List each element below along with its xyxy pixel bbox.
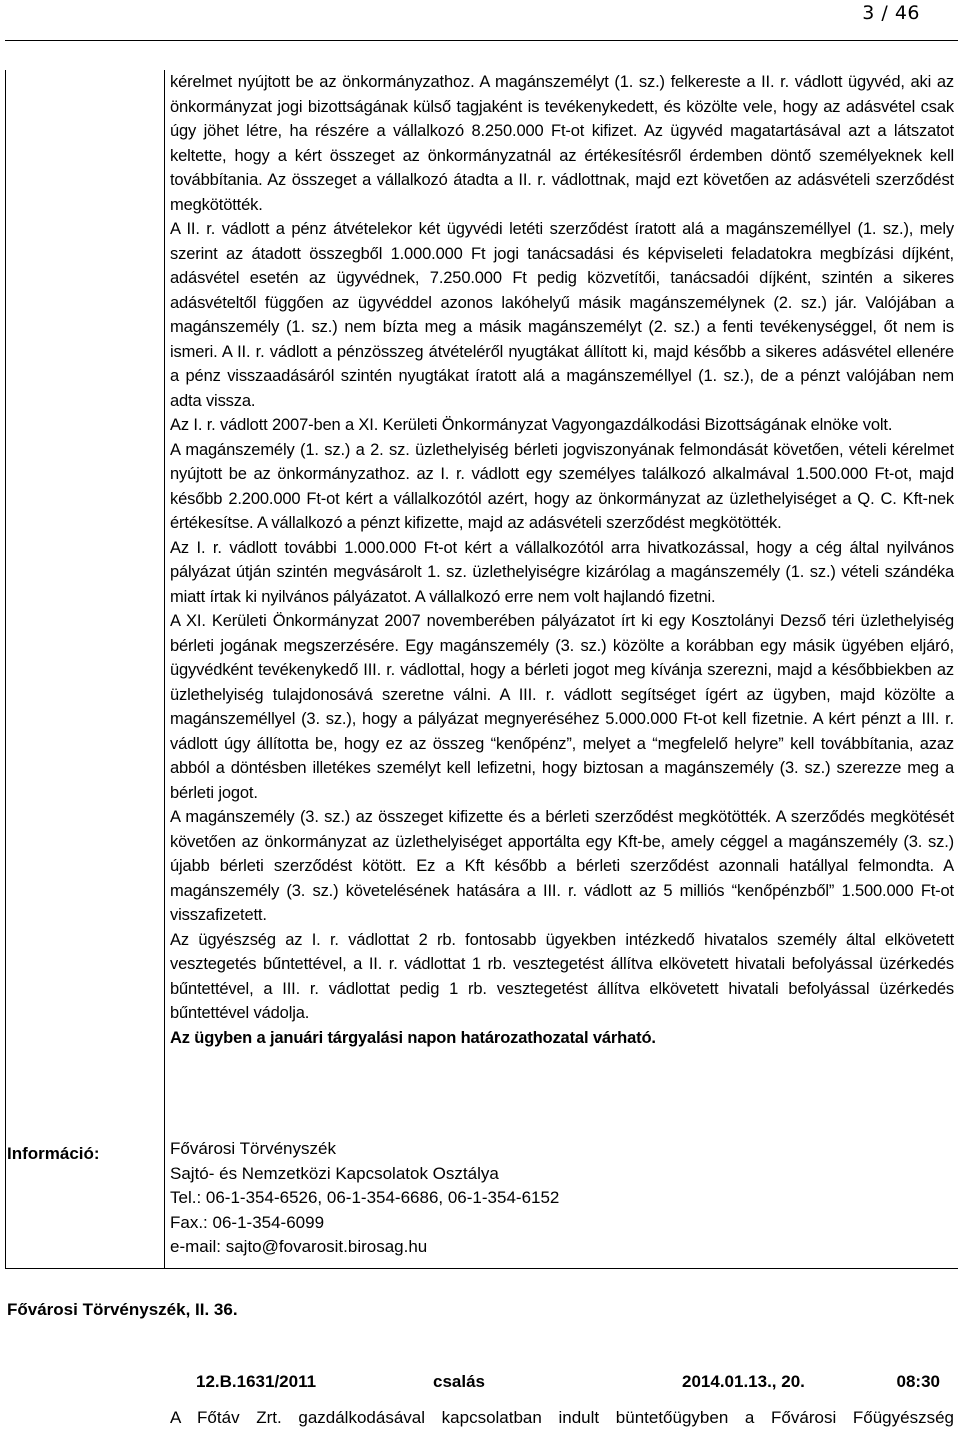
case-number: 12.B.1631/2011: [196, 1372, 317, 1391]
next-case-first-line: A Főtáv Zrt. gazdálkodásával kapcsolatban indult büntetőügyben a Fővárosi Főügyészség: [170, 1408, 954, 1427]
info-line-phone: Tel.: 06-1-354-6526, 06-1-354-6686, 06-1-354-6152: [170, 1188, 560, 1207]
info-line-department: Sajtó- és Nemzetközi Kapcsolatok Osztálya: [170, 1163, 499, 1183]
case-date: 2014.01.13., 20.: [682, 1372, 805, 1391]
info-line-fax: Fax.: 06-1-354-6099: [170, 1212, 325, 1232]
case-paragraph: A magánszemély (3. sz.) az összeget kifizette és a bérleti szerződést megkötötték. A szerződés megkötését követően az önkormányzat az üzlethelyiséget apportálta egy Kft-be, amely céggel a magánszemély (3. sz.) újabb bérleti szerződést kötött. Ez a Kft később a bérleti szerződést azonnali hatállyal felmondta. A magánszemély (3. sz.) követelésének hatására a III. r. vádlott az 5 milliós “kenőpénzből” 1.500.000 Ft-ot visszafizetett.: [170, 808, 954, 924]
case-paragraph: Az ügyben a januári tárgyalási napon határozathozatal várható.: [170, 1028, 656, 1047]
case-paragraph: A XI. Kerületi Önkormányzat 2007 novemberében pályázatot írt ki egy Kosztolányi Dezső téri üzlethelyiség bérleti jogának megszerzésére. Egy magánszemély (3. sz.) közölte a korábban egy másik ügyében eljáró, ügyvédként tevékenykedő III. r. vádlottal, hogy a bérleti jogot meg kívánja szerezni, majd a későbbiekben az üzlethelyiség tulajdonosává szeretne válni. A III. r. vádlott segítséget ígért az ügyben, majd közölte a magánszeméllyel (3. sz.), hogy a pályázat megnyeréséhez 5.000.000 Ft-ot kell fizetnie. A kért pénzt a III. r. vádlott úgy állította be, hogy ez az összeg “kenőpénz”, melyet a “megfelelő helyre” kell továbbítania, azaz abból a döntésben illetékes személyt kell lefizetni, hogy biztosan a magánszemély (3. sz.) szerezze meg a bérleti jogot.: [170, 612, 954, 802]
info-line-court: Fővárosi Törvényszék: [170, 1139, 336, 1158]
case-paragraph: Az I. r. vádlott további 1.000.000 Ft-ot kért a vállalkozótól arra hivatkozással, hogy a cég által nyilvános pályázat útján szintén megvásárolt 1. sz. üzlethelyiségre kizárólag a magánszemély (1. sz.) vételi szándéka miatt írtak ki nyilvános pályázatot. A vállalkozó erre nem volt hajlandó fizetni.: [170, 538, 954, 606]
case-paragraph: Az I. r. vádlott 2007-ben a XI. Kerületi Önkormányzat Vagyongazdálkodási Bizottságának elnöke volt.: [170, 416, 893, 434]
court-room-heading: Fővárosi Törvényszék, II. 36.: [7, 1300, 238, 1319]
info-contact-block: [170, 1137, 559, 1260]
bottom-rule: [5, 1268, 958, 1269]
case-paragraph: Az ügyészség az I. r. vádlottat 2 rb. fontosabb ügyekben intézkedő hivatalos személy által elkövetett vesztegetés bűntettével, a II. r. vádlottat 1 rb. vesztegetést állítva elkövetett hivatali befolyással üzérkedés bűntettével, a III. r. vádlottat pedig 1 rb. vesztegetést állítva elkövetett hivatali befolyással üzérkedés bűntettével vádolja.: [170, 930, 954, 1022]
case-description: [170, 70, 954, 1050]
case-paragraph: A II. r. vádlott a pénz átvételekor két ügyvédi letéti szerződést íratott alá a magánszeméllyel (1. sz.), mely szerint az átadott összegből 1.000.000 Ft jogi tanácsadási és képviseleti feladatokra megbízási díjként, adásvétel esetén az ügyvédnek, 7.250.000 Ft pedig közvetítői, tanácsadói díjként, szintén a sikeres adásvételtől függően az ügyvéddel azonos lakóhelyű másik magánszemélynek (2. sz.) jár. Valójában a magánszemély (1. sz.) nem bízta meg a másik magánszemélyt (2. sz.) a fenti tevékenységgel, őt nem is ismeri. A II. r. vádlott a pénzösszeg átvételéről nyugtákat állított ki, majd később a sikeres adásvétel ellenére a pénz visszaadásáról szintén nyugtákat íratott alá a magánszeméllyel (1. sz.), de a pénzt valójában nem adta vissza.: [170, 220, 954, 410]
info-label: Információ:: [7, 1144, 100, 1163]
case-paragraph: A magánszemély (1. sz.) a 2. sz. üzlethelyiség bérleti jogviszonyának felmondását követően, vételi kérelmet nyújtott be az önkormányzathoz. az I. r. vádlott egy személyes találkozó alkalmával 1.500.000 Ft-ot, majd később 2.200.000 Ft-ot kért a vállalkozótól azért, hogy az önkormányzat az üzlethelyiséget a Q. C. Kft-nek értékesítse. A vállalkozó a pénzt kifizette, majd az adásvételi szerződést megkötötték.: [170, 440, 954, 532]
top-rule: [5, 40, 958, 41]
case-paragraph: kérelmet nyújtott be az önkormányzathoz. A magánszemélyt (1. sz.) felkereste a II. r. vádlott ügyvéd, aki az önkormányzat jogi bizottságának külső tagjaként is tevékenykedett, és közölte vele, hogy az adásvétel csak úgy jöhet létre, ha részére a vállalkozó 8.250.000 Ft-ot kifizet. Az ügyvéd magatartásával azt a látszatot keltette, hogy a kért összeget az önkormányzatnál az értékesítésről érdemben döntő személyeknek kell továbbítania. Az összeget a vállalkozó átadta a II. r. vádlottnak, majd ezt követően az adásvételi szerződést megkötötték.: [170, 73, 954, 214]
next-case-header: [170, 1372, 940, 1396]
column-divider: [164, 70, 165, 1268]
page-number: 3 / 46: [862, 2, 920, 24]
case-time: 08:30: [896, 1372, 940, 1391]
left-frame-line: [5, 70, 6, 1268]
case-type: csalás: [433, 1372, 485, 1391]
info-line-email: e-mail: sajto@fovarosit.birosag.hu: [170, 1237, 428, 1256]
